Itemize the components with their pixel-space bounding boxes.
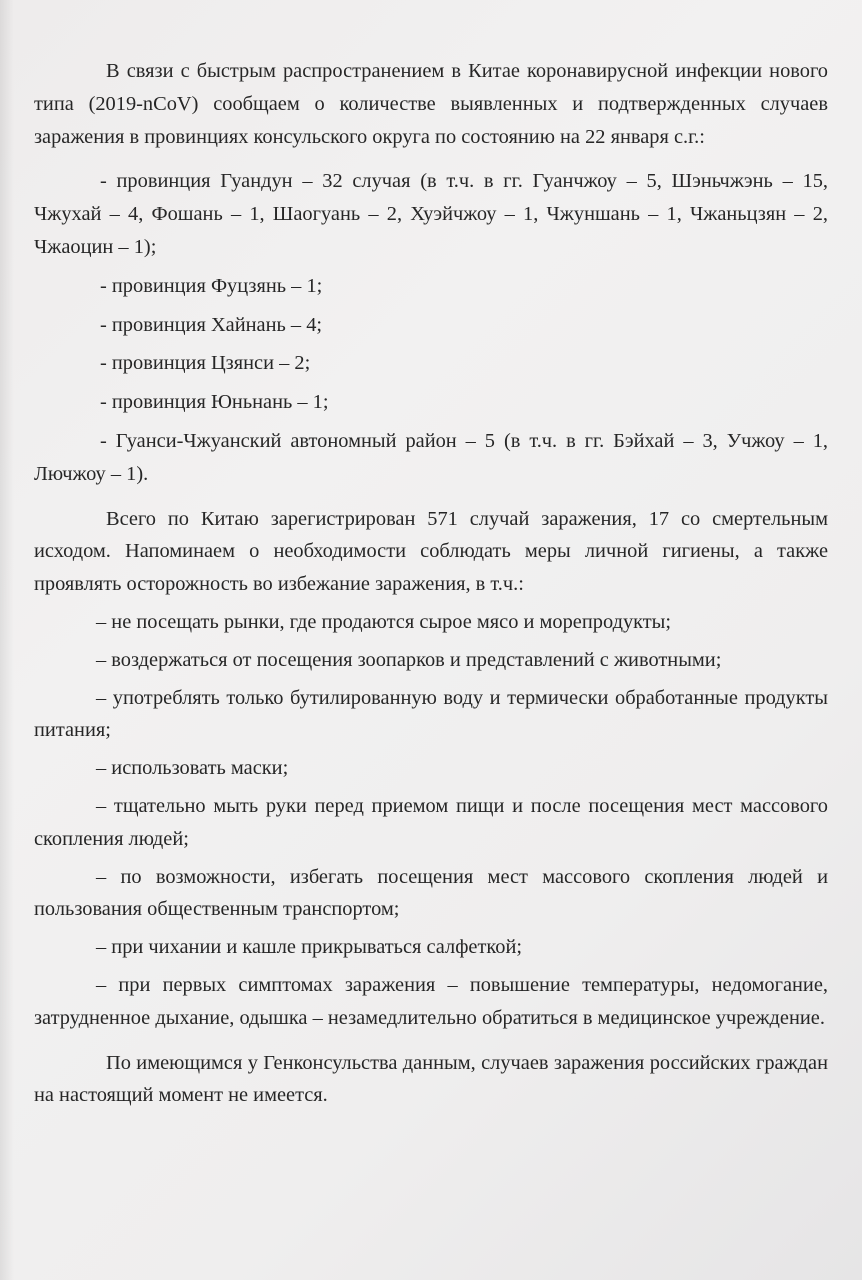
- precaution-item-crowds: – по возможности, избегать посещения мест массового скопления людей и пользования общественным транспортом;: [34, 865, 828, 921]
- precaution-item-markets: – не посещать рынки, где продаются сырое мясо и морепродукты;: [96, 610, 672, 633]
- page-edge-shadow: [0, 0, 14, 1280]
- precaution-item-sneezing: – при чихании и кашле прикрываться салфеткой;: [96, 936, 523, 959]
- province-item-hainan: - провинция Хайнань – 4;: [100, 313, 323, 336]
- precaution-list: [34, 606, 828, 1035]
- precaution-item-zoos: – воздержаться от посещения зоопарков и представлений с животными;: [96, 648, 722, 671]
- province-item-jiangxi: - провинция Цзянси – 2;: [100, 352, 311, 375]
- province-list: [34, 165, 828, 490]
- province-item-guangxi: - Гуанси-Чжуанский автономный район – 5 (в т.ч. в гг. Бэйхай – 3, Учжоу – 1, Лючжоу – 1).: [34, 429, 828, 485]
- precaution-item-handwashing: – тщательно мыть руки перед приемом пищи и после посещения мест массового скопления людей;: [34, 794, 828, 850]
- precaution-item-symptoms: – при первых симптомах заражения – повышение температуры, недомогание, затрудненное дыхание, одышка – незамедлительно обратиться в медицинское учреждение.: [34, 973, 828, 1029]
- summary-paragraph: Всего по Китаю зарегистрирован 571 случай заражения, 17 со смертельным исходом. Напоминаем о необходимости соблюдать меры личной гигиены, а также проявлять осторожность во избежание заражения, в т.ч.:: [34, 507, 828, 596]
- precaution-item-water-food: – употреблять только бутилированную воду и термически обработанные продукты питания;: [34, 686, 828, 742]
- document-body: [34, 55, 828, 1112]
- closing-paragraph: По имеющимся у Генконсульства данным, случаев заражения российских граждан на настоящий момент не имеется.: [34, 1051, 828, 1107]
- province-item-fujian: - провинция Фуцзянь – 1;: [100, 274, 323, 297]
- province-item-yunnan: - провинция Юньнань – 1;: [100, 391, 329, 414]
- intro-paragraph: В связи с быстрым распространением в Китае коронавирусной инфекции нового типа (2019-nCoV) сообщаем о количестве выявленных и подтвержденных случаев заражения в провинциях консульского округа по состоянию на 22 января с.г.:: [34, 60, 828, 148]
- precaution-item-masks: – использовать маски;: [96, 757, 289, 780]
- province-item-guangdong: - провинция Гуандун – 32 случая (в т.ч. в гг. Гуанчжоу – 5, Шэньчжэнь – 15, Чжухай – 4, Фошань – 1, Шаогуань – 2, Хуэйчжоу – 1, Чжуншань – 1, Чжаньцзян – 2, Чжаоцин – 1);: [34, 170, 828, 258]
